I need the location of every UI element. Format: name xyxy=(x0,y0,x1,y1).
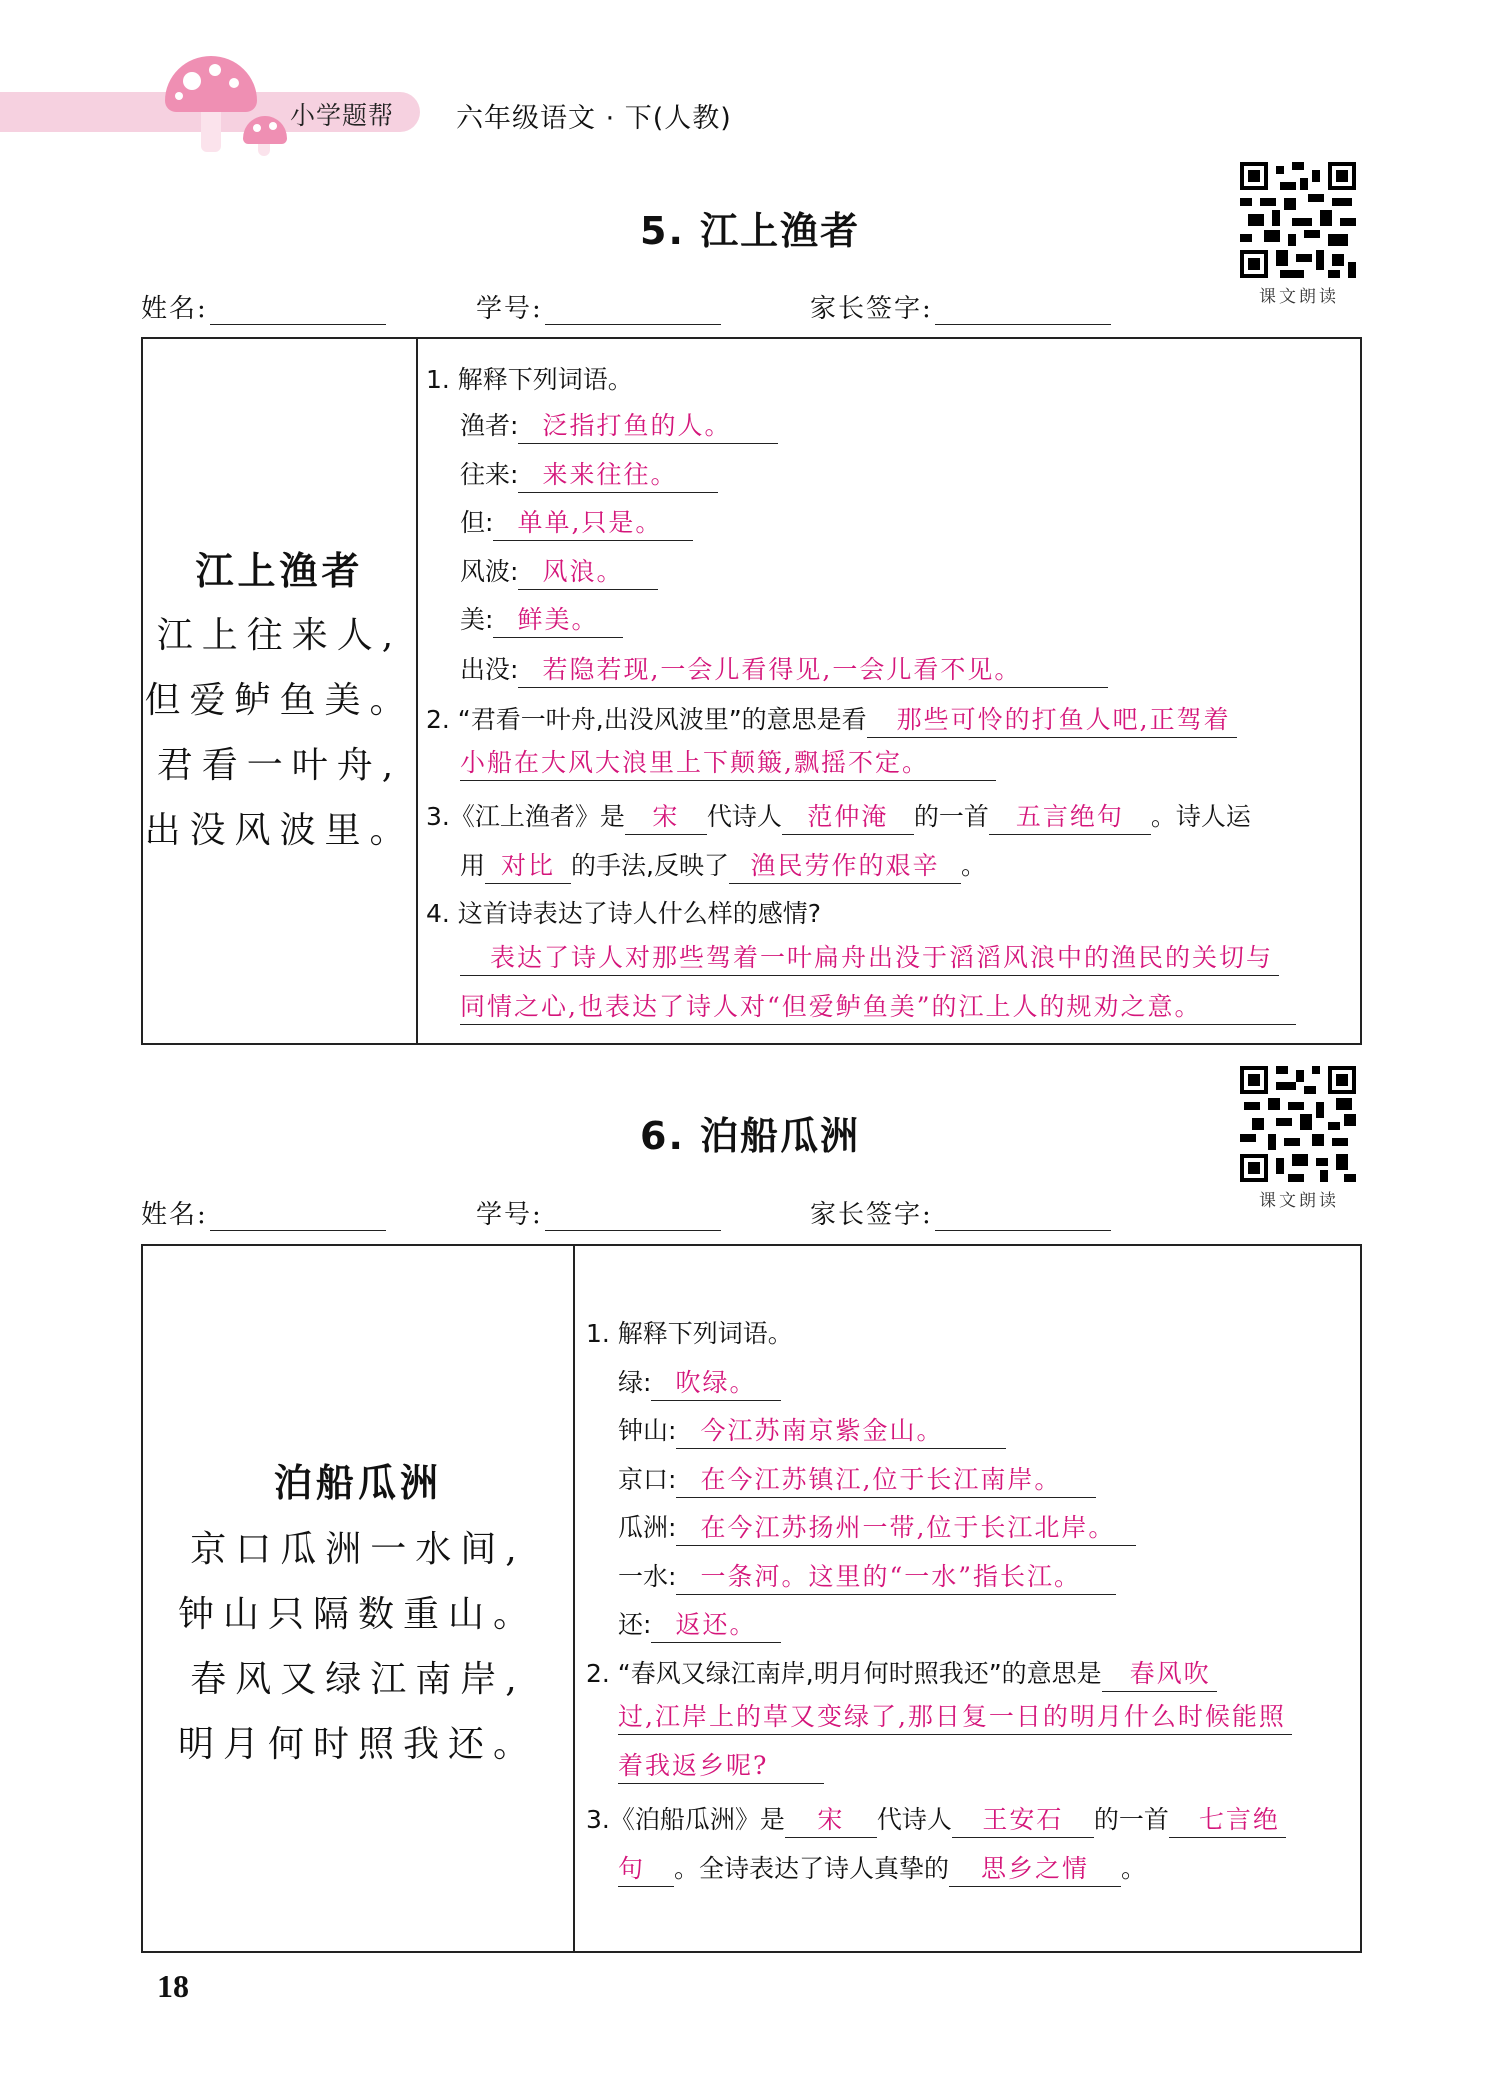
answer-blank[interactable]: 着我返乡呢? xyxy=(618,1751,824,1784)
book-title: 六年级语文 · 下(人教) xyxy=(456,103,732,134)
student-no-label: 学号: xyxy=(476,294,543,324)
answer-blank[interactable]: 思乡之情 xyxy=(949,1854,1121,1887)
poem-line: 春风又绿江南岸, xyxy=(190,1659,526,1700)
parent-sign-blank[interactable] xyxy=(935,1204,1111,1231)
brand-label: 小学题帮 xyxy=(290,101,395,130)
qr-code-icon xyxy=(1240,1066,1356,1182)
answer-blank[interactable]: 风浪。 xyxy=(518,557,658,590)
lesson6-title: 6. 泊船瓜洲 xyxy=(640,1114,861,1158)
lesson5-qr[interactable] xyxy=(1240,162,1358,307)
poem-line: 明月何时照我还。 xyxy=(177,1724,538,1765)
poem-title: 江上渔者 xyxy=(195,549,364,593)
lesson6-poem xyxy=(143,1452,573,1767)
student-no-label: 学号: xyxy=(476,1200,543,1230)
answer-blank[interactable]: 宋 xyxy=(625,802,707,835)
lesson6-qr[interactable] xyxy=(1240,1066,1358,1211)
answer-blank[interactable]: 鲜美。 xyxy=(493,605,623,638)
poem-line: 出没风波里。 xyxy=(144,810,415,851)
lesson5-q3-cont: 用 对比 的手法,反映了 渔民劳作的艰辛 。 xyxy=(460,846,986,884)
vocab-item: 风波: 风浪。 xyxy=(460,552,658,590)
answer-blank[interactable]: 吹绿。 xyxy=(651,1368,781,1401)
answer-blank[interactable]: 在今江苏扬州一带,位于长江北岸。 xyxy=(676,1513,1136,1546)
answer-blank[interactable]: 若隐若现,一会儿看得见,一会儿看不见。 xyxy=(518,655,1108,688)
answer-blank[interactable]: 句 xyxy=(618,1854,674,1887)
answer-blank[interactable]: 七言绝 xyxy=(1169,1805,1286,1838)
answer-blank[interactable]: 今江苏南京紫金山。 xyxy=(676,1416,1006,1449)
qr-caption: 课文朗读 xyxy=(1259,287,1339,307)
answer-blank[interactable]: 过,江岸上的草又变绿了,那日复一日的明月什么时候能照 xyxy=(618,1702,1292,1735)
lesson5-q1-prompt: 1. 解释下列词语。 xyxy=(426,365,633,394)
name-field[interactable] xyxy=(141,288,386,325)
student-no-blank[interactable] xyxy=(545,1204,721,1231)
name-blank[interactable] xyxy=(210,298,386,325)
vocab-item: 钟山: 今江苏南京紫金山。 xyxy=(618,1411,1006,1449)
lesson5-q2-cont xyxy=(460,748,996,781)
vocab-item: 美: 鲜美。 xyxy=(460,600,623,638)
vocab-item: 绿: 吹绿。 xyxy=(618,1363,781,1401)
vocab-item: 往来: 来来往往。 xyxy=(460,455,718,493)
lesson6-q2-cont2 xyxy=(618,1751,824,1784)
vocab-item: 但: 单单,只是。 xyxy=(460,503,693,541)
lesson5-q4-answer xyxy=(460,943,1279,976)
lesson6-divider xyxy=(573,1244,575,1953)
poem-title: 泊船瓜洲 xyxy=(273,1461,442,1505)
lesson5-divider xyxy=(416,337,418,1045)
lesson5-q4-prompt: 4. 这首诗表达了诗人什么样的感情? xyxy=(426,899,822,928)
answer-blank[interactable]: 一条河。这里的“一水”指长江。 xyxy=(676,1562,1116,1595)
answer-blank[interactable]: 在今江苏镇江,位于长江南岸。 xyxy=(676,1465,1096,1498)
name-label: 姓名: xyxy=(141,1200,208,1230)
student-no-field[interactable] xyxy=(476,1194,721,1231)
poem-line: 钟山只隔数重山。 xyxy=(177,1594,538,1635)
answer-blank[interactable]: 那些可怜的打鱼人吧,正驾着 xyxy=(867,705,1237,738)
name-field[interactable] xyxy=(141,1194,386,1231)
lesson6-q2-cont xyxy=(618,1702,1292,1735)
parent-sign-label: 家长签字: xyxy=(810,1200,933,1230)
lesson6-q3: 3.《泊船瓜洲》是 宋 代诗人 王安石 的一首 七言绝 xyxy=(586,1800,1286,1838)
answer-blank[interactable]: 来来往往。 xyxy=(518,460,718,493)
lesson5-q2: 2. “君看一叶舟,出没风波里”的意思是看 那些可怜的打鱼人吧,正驾着 xyxy=(426,700,1237,738)
lesson6-q1-prompt: 1. 解释下列词语。 xyxy=(586,1319,793,1348)
mushroom-logo-icon xyxy=(165,56,295,152)
lesson5-q4-answer-cont xyxy=(460,992,1296,1025)
name-blank[interactable] xyxy=(210,1204,386,1231)
vocab-item: 京口: 在今江苏镇江,位于长江南岸。 xyxy=(618,1460,1096,1498)
parent-sign-field[interactable] xyxy=(810,288,1111,325)
answer-blank[interactable]: 小船在大风大浪里上下颠簸,飘摇不定。 xyxy=(460,748,996,781)
vocab-item: 渔者: 泛指打鱼的人。 xyxy=(460,406,778,444)
answer-blank[interactable]: 宋 xyxy=(785,1805,877,1838)
lesson6-q2: 2. “春风又绿江南岸,明月何时照我还”的意思是 春风吹 xyxy=(586,1654,1217,1692)
answer-blank[interactable]: 春风吹 xyxy=(1102,1659,1217,1692)
answer-blank[interactable]: 对比 xyxy=(485,851,571,884)
poem-line: 君看一叶舟, xyxy=(156,745,403,786)
parent-sign-field[interactable] xyxy=(810,1194,1111,1231)
qr-code-icon xyxy=(1240,162,1356,278)
student-no-field[interactable] xyxy=(476,288,721,325)
answer-blank[interactable]: 同情之心,也表达了诗人对“但爱鲈鱼美”的江上人的规劝之意。 xyxy=(460,992,1296,1025)
parent-sign-blank[interactable] xyxy=(935,298,1111,325)
answer-blank[interactable]: 范仲淹 xyxy=(782,802,914,835)
lesson5-title: 5. 江上渔者 xyxy=(640,209,861,253)
answer-blank[interactable]: 表达了诗人对那些驾着一叶扁舟出没于滔滔风浪中的渔民的关切与 xyxy=(460,943,1279,976)
lesson5-q3: 3.《江上渔者》是 宋 代诗人 范仲淹 的一首 五言绝句 。诗人运 xyxy=(426,797,1251,835)
answer-blank[interactable]: 单单,只是。 xyxy=(493,508,693,541)
qr-caption: 课文朗读 xyxy=(1259,1191,1339,1211)
answer-blank[interactable]: 泛指打鱼的人。 xyxy=(518,411,778,444)
poem-line: 京口瓜洲一水间, xyxy=(190,1529,526,1570)
vocab-item: 还: 返还。 xyxy=(618,1605,781,1643)
poem-line: 但爱鲈鱼美。 xyxy=(144,680,415,721)
name-label: 姓名: xyxy=(141,294,208,324)
vocab-item: 出没: 若隐若现,一会儿看得见,一会儿看不见。 xyxy=(460,650,1108,688)
poem-line: 江上往来人, xyxy=(156,615,403,656)
answer-blank[interactable]: 渔民劳作的艰辛 xyxy=(729,851,961,884)
page-number: 18 xyxy=(157,1968,189,2004)
parent-sign-label: 家长签字: xyxy=(810,294,933,324)
vocab-item: 一水: 一条河。这里的“一水”指长江。 xyxy=(618,1557,1116,1595)
student-no-blank[interactable] xyxy=(545,298,721,325)
lesson5-poem xyxy=(143,540,416,853)
lesson6-q3-cont: 句 。全诗表达了诗人真挚的 思乡之情 。 xyxy=(618,1849,1146,1887)
vocab-item: 瓜洲: 在今江苏扬州一带,位于长江北岸。 xyxy=(618,1508,1136,1546)
answer-blank[interactable]: 五言绝句 xyxy=(989,802,1151,835)
answer-blank[interactable]: 返还。 xyxy=(651,1610,781,1643)
answer-blank[interactable]: 王安石 xyxy=(952,1805,1094,1838)
